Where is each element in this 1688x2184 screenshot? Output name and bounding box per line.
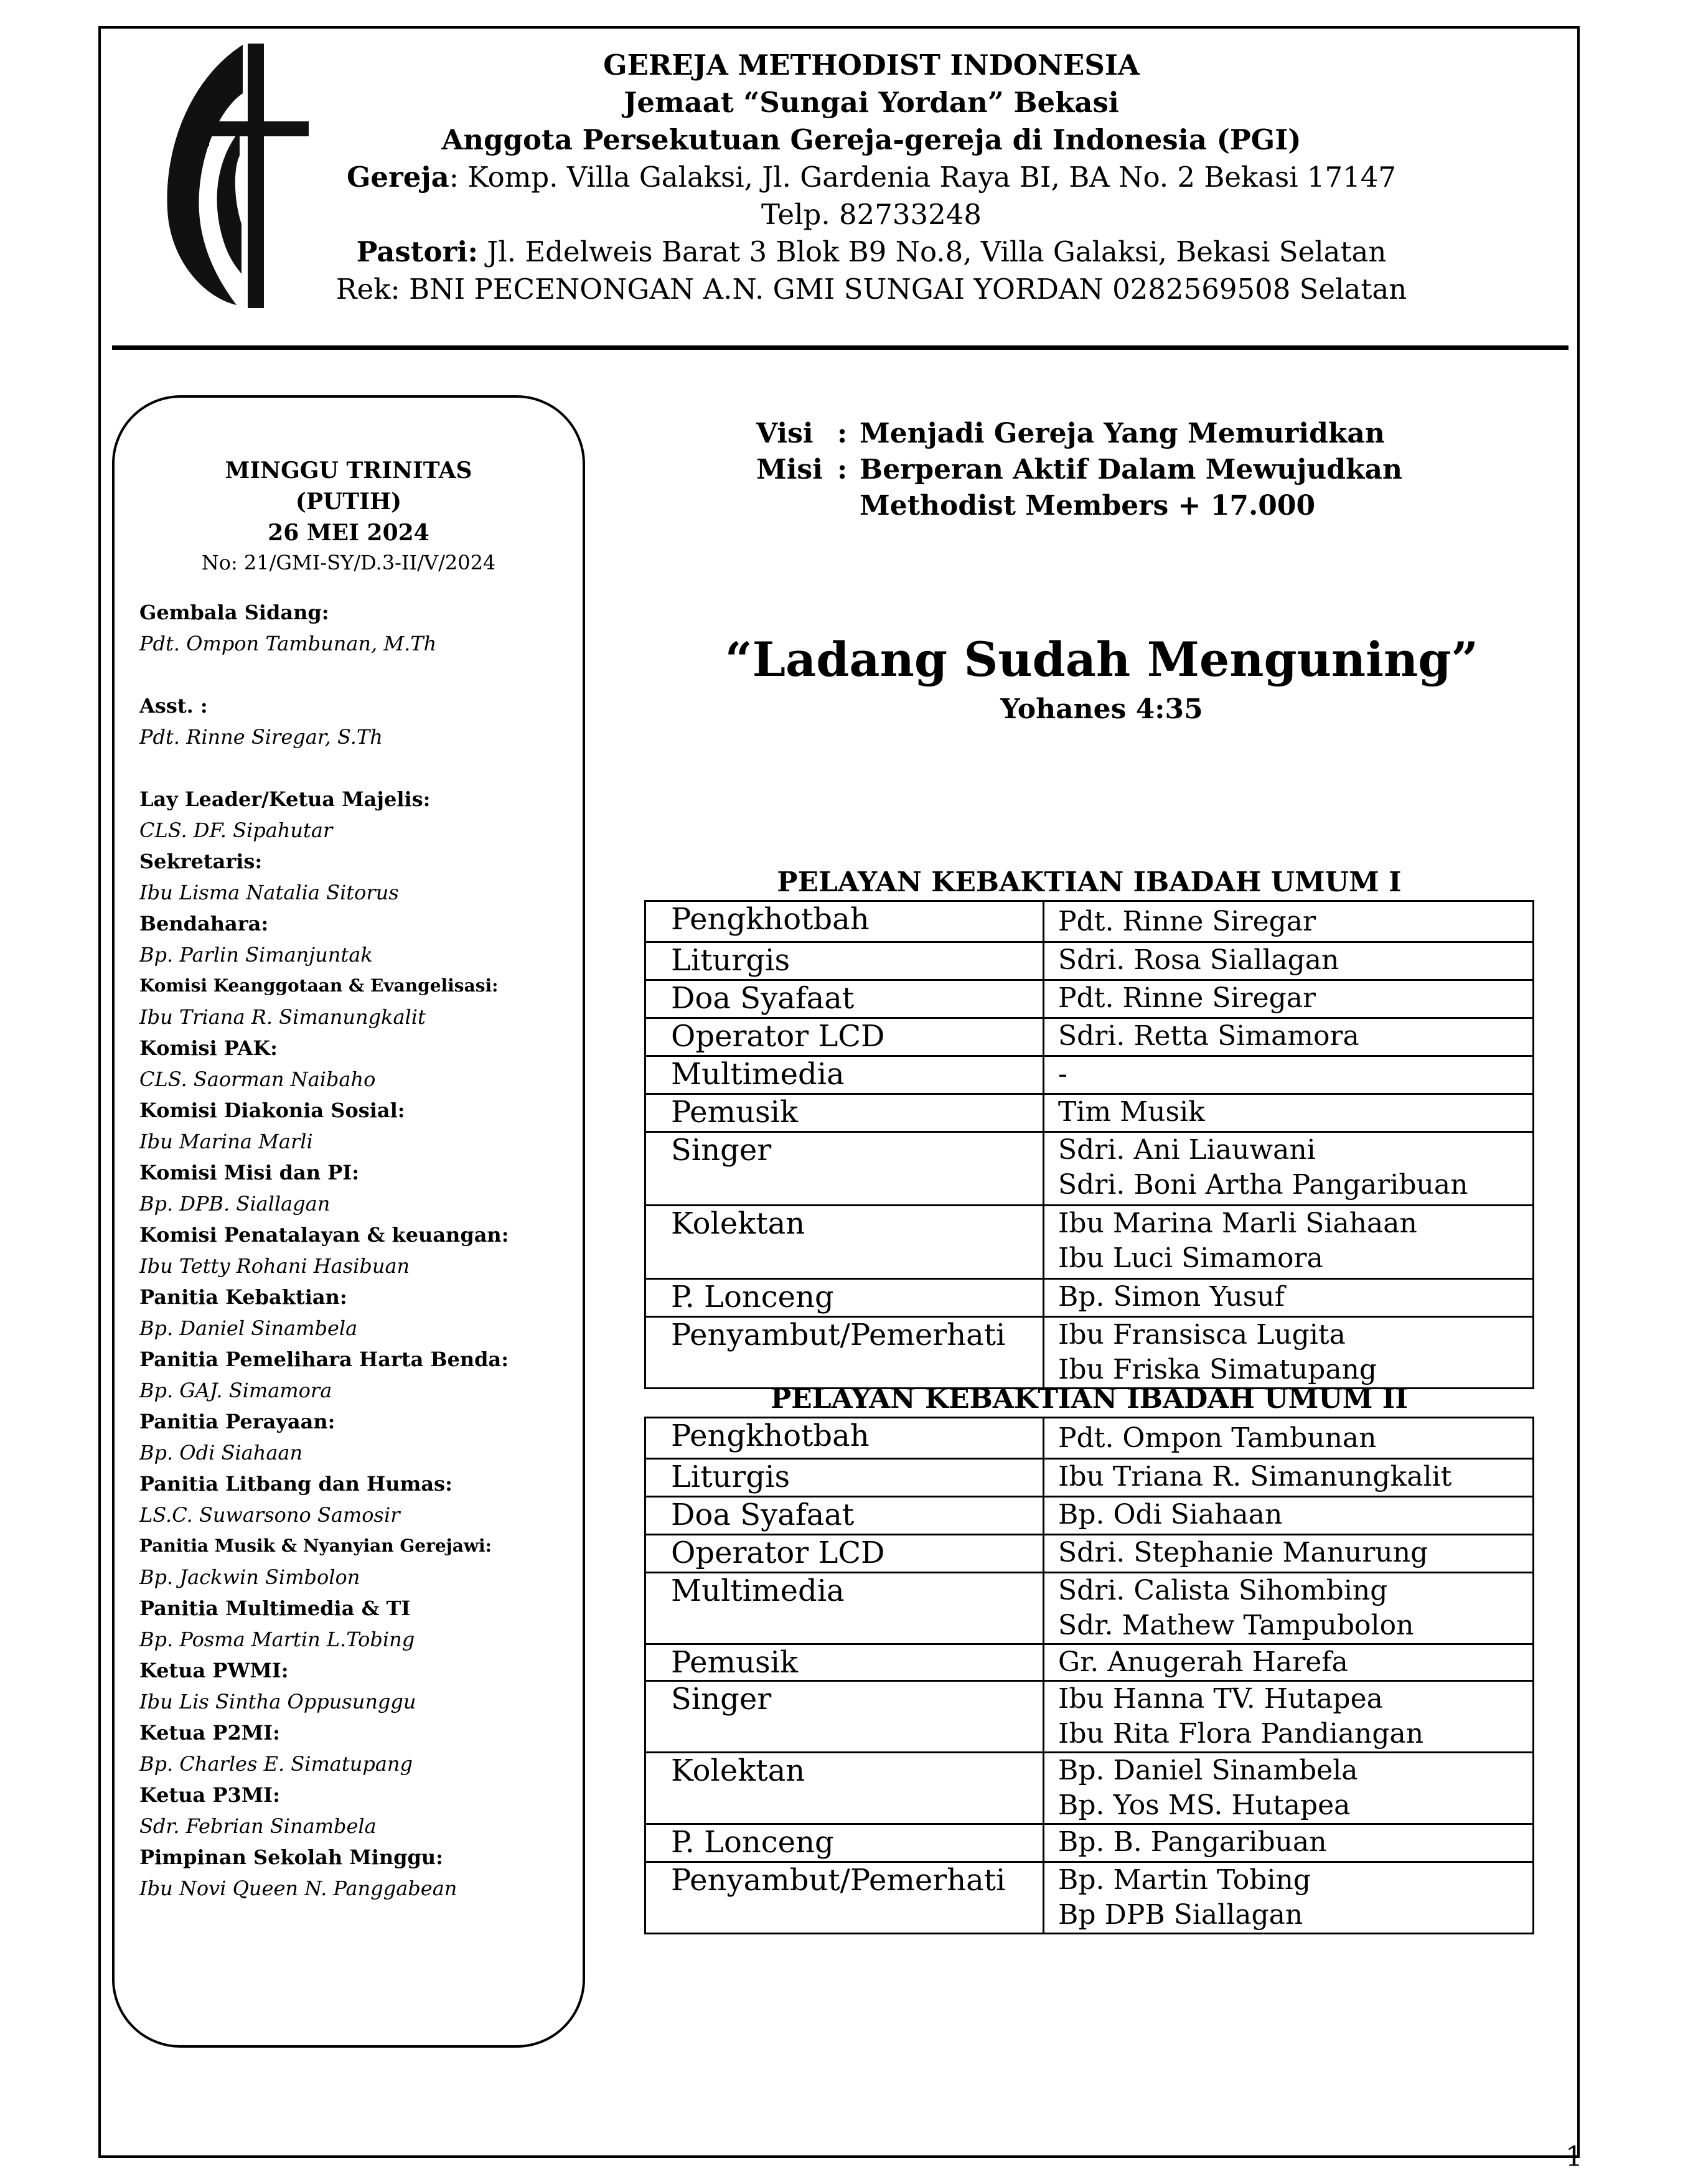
header-pastori-address: Pastori: Jl. Edelweis Barat 3 Blok B9 No.8, Villa Galaksi, Bekasi Selatan <box>356 235 1387 268</box>
header-congregation: Jemaat “Sungai Yordan” Bekasi <box>624 86 1119 119</box>
role-label: Ketua PWMI: <box>139 1659 289 1682</box>
header-church-name: GEREJA METHODIST INDONESIA <box>603 49 1140 82</box>
role-name: Ibu Marina Marli <box>139 1130 313 1153</box>
people-cell: Sdri. Retta Simamora <box>1044 1018 1534 1056</box>
people-cell: Ibu Triana R. Simanungkalit <box>1044 1459 1534 1497</box>
people-cell: Pdt. Rinne Siregar <box>1044 980 1534 1018</box>
table-row <box>645 1317 1534 1389</box>
role-label: Panitia Multimedia & TI <box>139 1596 411 1620</box>
sidebar-color: (PUTIH) <box>295 489 402 515</box>
role-cell: Operator LCD <box>645 1535 1044 1573</box>
role-label: Panitia Musik & Nyanyian Gerejawi: <box>139 1535 492 1556</box>
table-row <box>645 901 1534 942</box>
role-label: Panitia Litbang dan Humas: <box>139 1472 452 1496</box>
role-cell: Liturgis <box>645 942 1044 980</box>
table-row <box>645 1418 1534 1459</box>
vision-label: Visi <box>756 418 814 449</box>
role-name: Bp. Charles E. Simatupang <box>139 1752 413 1776</box>
role-label: Ketua P2MI: <box>139 1721 280 1745</box>
role-cell: P. Lonceng <box>645 1279 1044 1317</box>
people-cell: Ibu Hanna TV. Hutapea Ibu Rita Flora Pandiangan <box>1044 1681 1534 1753</box>
vision-row <box>756 416 1402 452</box>
people-cell: Sdri. Stephanie Manurung <box>1044 1535 1534 1573</box>
role-label: Bendahara: <box>139 912 269 935</box>
role-cell: Pemusik <box>645 1094 1044 1132</box>
table-row <box>645 1279 1534 1317</box>
role-name: Ibu Lis Sintha Oppusunggu <box>139 1690 416 1713</box>
sidebar-doc-number: No: 21/GMI-SY/D.3-II/V/2024 <box>201 551 496 574</box>
role-label: Komisi Misi dan PI: <box>139 1161 360 1184</box>
table-row <box>645 980 1534 1018</box>
role-cell: Doa Syafaat <box>645 980 1044 1018</box>
role-name: Bp. Odi Siahaan <box>139 1441 303 1465</box>
role-label: Pimpinan Sekolah Minggu: <box>139 1845 443 1869</box>
sidebar-date: 26 MEI 2024 <box>268 520 429 546</box>
role-name: Bp. Parlin Simanjuntak <box>139 943 373 967</box>
role-label: Komisi Diakonia Sosial: <box>139 1099 405 1122</box>
sidebar-panel <box>112 395 585 2048</box>
people-cell: Bp. B. Pangaribuan <box>1044 1824 1534 1862</box>
table-row <box>645 1018 1534 1056</box>
table-row <box>645 1132 1534 1206</box>
people-cell: Sdri. Rosa Siallagan <box>1044 942 1534 980</box>
vision-mission <box>756 416 1402 524</box>
people-cell: Sdri. Calista Sihombing Sdr. Mathew Tampubolon <box>1044 1573 1534 1644</box>
mission-text: Berperan Aktif Dalam Mewujudkan <box>860 454 1403 485</box>
role-cell: Penyambut/Pemerhati <box>645 1317 1044 1389</box>
header-membership: Anggota Persekutuan Gereja-gereja di Indonesia (PGI) <box>441 123 1301 156</box>
role-cell: Multimedia <box>645 1573 1044 1644</box>
header-bank-account: Rek: BNI PECENONGAN A.N. GMI SUNGAI YORDAN 0282569508 Selatan <box>335 273 1407 306</box>
table-row <box>645 1681 1534 1753</box>
role-name: Bp. DPB. Siallagan <box>139 1192 331 1216</box>
mission-colon: : <box>837 454 848 485</box>
people-cell: Ibu Fransisca Lugita Ibu Friska Simatupang <box>1044 1317 1534 1389</box>
role-cell: Pengkhotbah <box>645 901 1044 942</box>
header-divider <box>112 345 1568 350</box>
role-name: Bp. Jackwin Simbolon <box>139 1565 360 1589</box>
mission-text-2: Methodist Members + 17.000 <box>860 490 1316 522</box>
role-name: Ibu Novi Queen N. Panggabean <box>139 1877 457 1900</box>
people-cell: Ibu Marina Marli Siahaan Ibu Luci Simamora <box>1044 1206 1534 1279</box>
service1-table <box>644 900 1534 1389</box>
role-name: Bp. Daniel Sinambela <box>139 1316 358 1340</box>
role-label: Panitia Pemelihara Harta Benda: <box>139 1347 509 1371</box>
role-name: Pdt. Rinne Siregar, S.Th <box>139 725 383 749</box>
church-header <box>249 47 1494 308</box>
role-cell: Doa Syafaat <box>645 1497 1044 1535</box>
table-row <box>645 1573 1534 1644</box>
staff-list <box>139 597 575 1904</box>
role-label: Panitia Perayaan: <box>139 1410 335 1433</box>
role-label: Sekretaris: <box>139 850 263 873</box>
people-cell: Bp. Martin Tobing Bp DPB Siallagan <box>1044 1862 1534 1934</box>
people-cell: Bp. Simon Yusuf <box>1044 1279 1534 1317</box>
service2-title: PELAYAN KEBAKTIAN IBADAH UMUM II <box>771 1383 1408 1415</box>
role-cell: Singer <box>645 1132 1044 1206</box>
role-name: Ibu Tetty Rohani Hasibuan <box>139 1254 410 1278</box>
role-cell: Pengkhotbah <box>645 1418 1044 1459</box>
page-number: 1 <box>1565 2141 1583 2173</box>
service1-title: PELAYAN KEBAKTIAN IBADAH UMUM I <box>777 866 1402 898</box>
role-label: Ketua P3MI: <box>139 1783 280 1807</box>
table-row <box>645 1094 1534 1132</box>
sermon-theme: “Ladang Sudah Menguning” <box>724 632 1479 687</box>
role-cell: Singer <box>645 1681 1044 1753</box>
mission-label: Misi <box>756 454 823 485</box>
role-name: CLS. Saorman Naibaho <box>139 1067 376 1091</box>
people-cell: Bp. Daniel Sinambela Bp. Yos MS. Hutapea <box>1044 1753 1534 1824</box>
mission-row <box>756 452 1402 488</box>
vision-colon: : <box>837 418 848 449</box>
role-label: Komisi PAK: <box>139 1036 278 1060</box>
table-row <box>645 1824 1534 1862</box>
service2-table <box>644 1417 1534 1934</box>
role-cell: Operator LCD <box>645 1018 1044 1056</box>
role-name: Bp. Posma Martin L.Tobing <box>139 1628 415 1651</box>
role-cell: P. Lonceng <box>645 1824 1044 1862</box>
table-row <box>645 1497 1534 1535</box>
role-cell: Pemusik <box>645 1644 1044 1681</box>
role-name: Ibu Lisma Natalia Sitorus <box>139 881 399 904</box>
sidebar-heading <box>115 455 583 577</box>
role-name: Ibu Triana R. Simanungkalit <box>139 1005 426 1029</box>
table-row <box>645 1056 1534 1094</box>
role-cell: Kolektan <box>645 1753 1044 1824</box>
role-cell: Kolektan <box>645 1206 1044 1279</box>
header-church-address: Gereja: Komp. Villa Galaksi, Jl. Gardenia Raya BI, BA No. 2 Bekasi 17147 <box>346 161 1397 194</box>
people-cell: Gr. Anugerah Harefa <box>1044 1644 1534 1681</box>
role-cell: Multimedia <box>645 1056 1044 1094</box>
role-name: Bp. GAJ. Simamora <box>139 1379 332 1402</box>
role-cell: Liturgis <box>645 1459 1044 1497</box>
table-row <box>645 1206 1534 1279</box>
role-label: Lay Leader/Ketua Majelis: <box>139 787 431 811</box>
role-label: Panitia Kebaktian: <box>139 1285 347 1309</box>
role-name: Pdt. Ompon Tambunan, M.Th <box>139 632 437 655</box>
table-row <box>645 1459 1534 1497</box>
role-label: Komisi Penatalayan & keuangan: <box>139 1223 509 1247</box>
people-cell: Tim Musik <box>1044 1094 1534 1132</box>
role-name: CLS. DF. Sipahutar <box>139 818 333 842</box>
table-row <box>645 1535 1534 1573</box>
mission-row-2 <box>756 488 1402 524</box>
header-telp: Telp. 82733248 <box>761 198 982 231</box>
vision-text: Menjadi Gereja Yang Memuridkan <box>860 418 1385 449</box>
people-cell: Bp. Odi Siahaan <box>1044 1497 1534 1535</box>
people-cell: Sdri. Ani Liauwani Sdri. Boni Artha Pangaribuan <box>1044 1132 1534 1206</box>
sermon-verse: Yohanes 4:35 <box>1000 693 1203 725</box>
role-label: Asst. : <box>139 694 208 718</box>
table-row <box>645 1644 1534 1681</box>
people-cell: Pdt. Rinne Siregar <box>1044 901 1534 942</box>
role-name: LS.C. Suwarsono Samosir <box>139 1503 400 1527</box>
role-name: Sdr. Febrian Sinambela <box>139 1814 377 1838</box>
table-row <box>645 942 1534 980</box>
role-cell: Penyambut/Pemerhati <box>645 1862 1044 1934</box>
role-label: Komisi Keanggotaan & Evangelisasi: <box>139 975 499 996</box>
people-cell: - <box>1044 1056 1534 1094</box>
sidebar-title: MINGGU TRINITAS <box>225 457 472 484</box>
people-cell: Pdt. Ompon Tambunan <box>1044 1418 1534 1459</box>
table-row <box>645 1862 1534 1934</box>
role-label: Gembala Sidang: <box>139 601 329 624</box>
table-row <box>645 1753 1534 1824</box>
